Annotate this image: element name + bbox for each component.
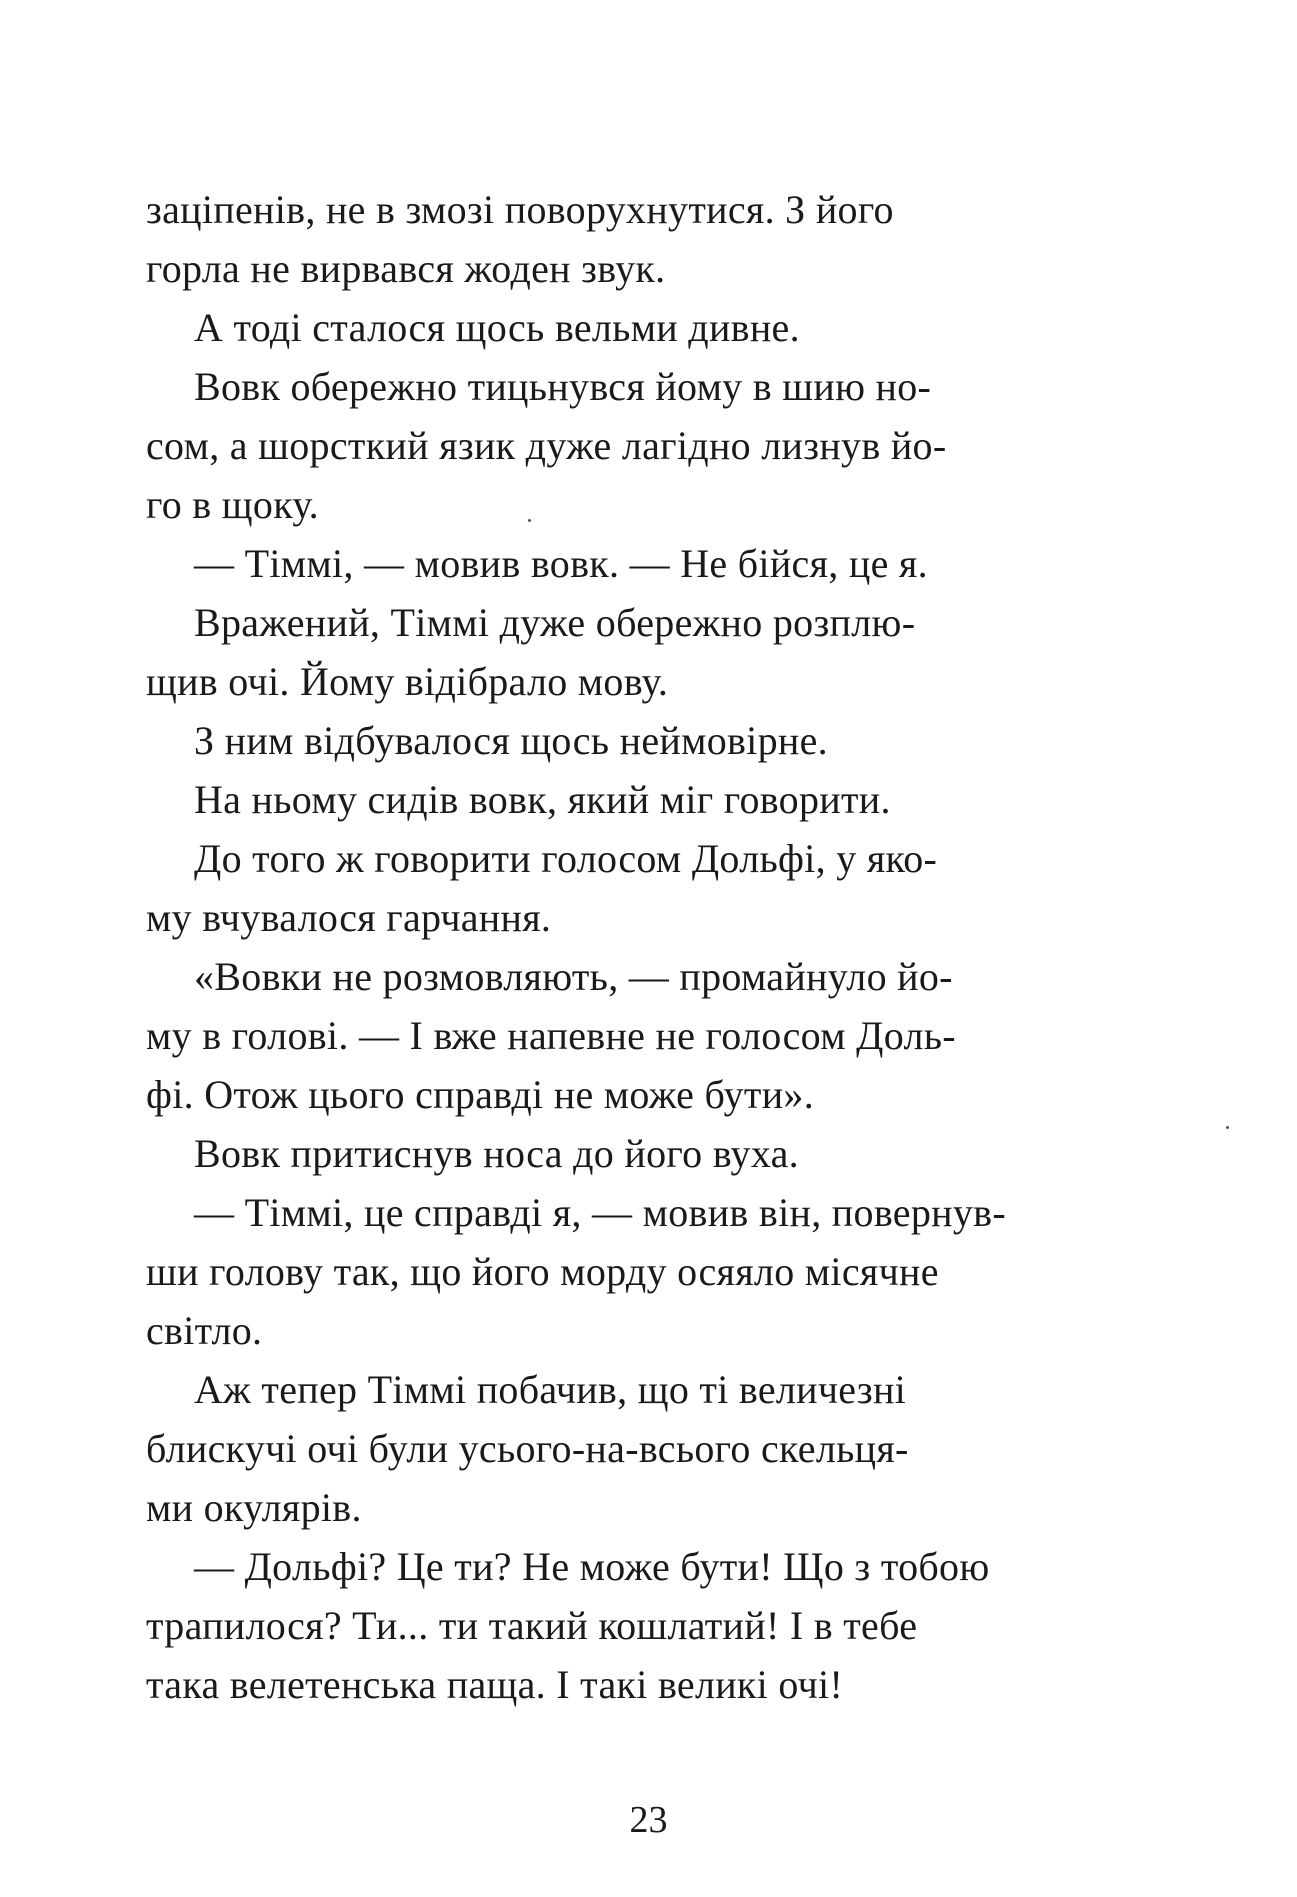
text-line: му в голові. — І вже напевне не голосом Доль- [146,1013,956,1058]
text-line: Вражений, Тіммі дуже обережно розплю- [194,600,916,645]
text-line: «Вовки не розмовляють, — промайнуло йо- [194,954,953,999]
text-line: заціпенів, не в змозі поворухнутися. З його [146,187,894,232]
text-line: горла не вирвався жоден звук. [146,246,666,291]
text-line: — Дольфі? Це ти? Не може бути! Що з тобою [194,1544,990,1589]
text-line: го в щоку. [146,482,319,527]
body-text [146,180,1086,1714]
text-line: му вчувалося гарчання. [146,895,552,940]
print-speck [528,519,531,522]
text-line: блискучі очі були усього-на-всього скельця- [146,1426,909,1471]
text-line: — Тіммі, це справді я, — мовив він, повернув- [194,1190,1006,1235]
text-line: До того ж говорити голосом Дольфі, у яко- [194,836,938,881]
print-speck [1226,1126,1229,1129]
text-line: сом, а шорсткий язик дуже лагідно лизнув йо- [146,423,947,468]
text-line: світло. [146,1308,263,1353]
text-line: така велетенська паща. І такі великі очі! [146,1662,844,1707]
text-line: Вовк обережно тицьнувся йому в шию но- [194,364,932,409]
text-line: — Тіммі, — мовив вовк. — Не бійся, це я. [194,541,928,586]
text-line: А тоді сталося щось вельми дивне. [194,305,800,350]
text-line: Вовк притиснув носа до його вуха. [194,1131,799,1176]
text-line: Аж тепер Тіммі побачив, що ті величезні [194,1367,907,1412]
text-line: ми окулярів. [146,1485,362,1530]
text-line: фі. Отож цього справді не може бути». [146,1072,814,1117]
text-line: На ньому сидів вовк, який міг говорити. [194,777,891,822]
text-line: трапилося? Ти... ти такий кошлатий! І в тебе [146,1603,918,1648]
text-line: щив очі. Йому відібрало мову. [146,659,669,704]
page-number: 23 [629,1799,668,1841]
text-line: З ним відбувалося щось неймовірне. [194,718,828,763]
text-line: ши голову так, що його морду осяяло місячне [146,1249,939,1294]
